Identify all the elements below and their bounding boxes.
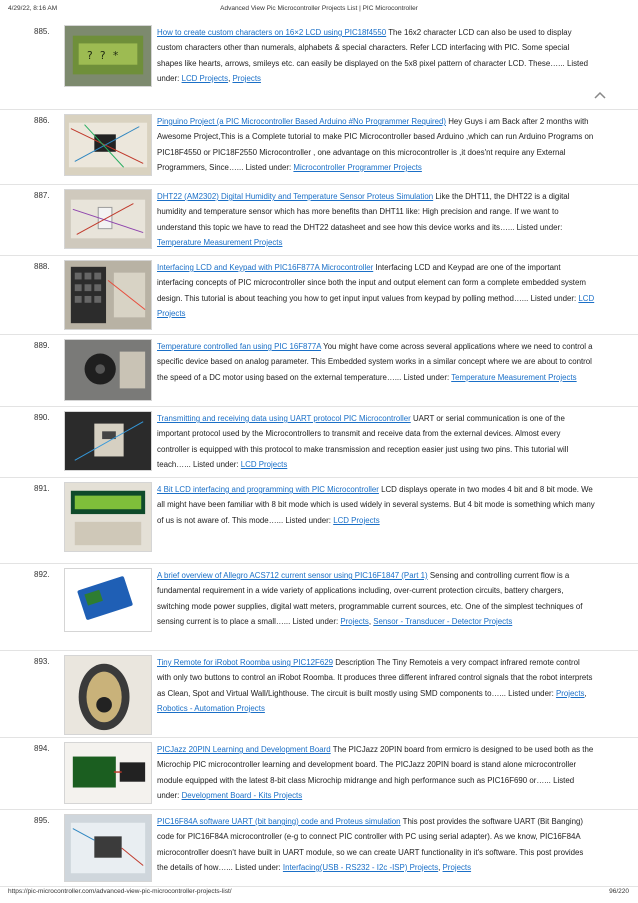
category-link[interactable]: LCD Projects <box>157 293 595 318</box>
item-description: LCD displays operate in two modes 4 bit and 8 bit mode. We all might have been familiar with 8 bit mode which is used widely in several systems. But 4 bit mode is something which many of us is not aware of. This mode…... <box>157 485 595 525</box>
item-number: 886. <box>34 116 50 125</box>
item-number: 894. <box>34 744 50 753</box>
project-thumbnail[interactable] <box>64 482 152 552</box>
listed-label: Listed under: <box>403 372 450 382</box>
item-text <box>157 189 595 250</box>
list-item <box>0 256 638 335</box>
item-number: 895. <box>34 816 50 825</box>
listed-label: Listed under: <box>245 162 292 172</box>
item-description: Like the DHT11, the DHT22 is a digital humidity and temperature sensor which has more benefits than DHT11 like: High precision and range. If we want to understand this topic we have to read the DHT22 datasheet and see how this device works and its…... <box>157 192 570 232</box>
item-number: 893. <box>34 657 50 666</box>
category-link[interactable]: Microcontroller Programmer Projects <box>293 162 422 172</box>
item-text <box>157 742 595 803</box>
item-title-link[interactable]: A brief overview of Allegro ACS712 current sensor using PIC16F1847 (Part 1) <box>157 571 428 580</box>
project-thumbnail[interactable] <box>64 339 152 401</box>
category-link[interactable]: Projects <box>442 862 472 872</box>
project-thumbnail[interactable] <box>64 260 152 330</box>
list-item <box>0 810 638 887</box>
category-link[interactable]: Development Board - Kits Projects <box>181 790 303 800</box>
item-title-link[interactable]: Interfacing LCD and Keypad with PIC16F877A Microcontroller <box>157 263 374 272</box>
item-text: How to create custom characters on 16×2 LCD using PIC18f4550 The 16x2 character LCD can also be used to display custom characters other than numerals, alphabets & special characters. Refer LCD interfacing with PIC. Some special shapes like hearts, arrows, smileys etc. can easily be displayed on the 5x8 pixel pattern of character LCD. These…... Listed under: LCD Projects, Projects <box>157 28 588 83</box>
category-link[interactable]: LCD Projects <box>333 515 380 525</box>
item-number: 885. <box>34 27 50 36</box>
listed-label: Listed under: <box>192 459 239 469</box>
listed-label: Listed under: <box>292 616 339 626</box>
item-number: 892. <box>34 570 50 579</box>
listed-label: Listed under: <box>508 688 554 698</box>
project-thumbnail[interactable] <box>64 742 152 804</box>
item-description: UART or serial communication is one of the important protocol used by the Microcontrollers to transmit and receive data from the external devices. Almost every controller is equipped with this protocol to make transmission and reception easier just using two pins. This tutorial will teach…... <box>157 414 569 469</box>
item-title-link[interactable]: 4 Bit LCD interfacing and programming with PIC Microcontroller <box>157 485 379 494</box>
project-thumbnail[interactable] <box>64 411 152 471</box>
item-title-link[interactable]: PIC16F84A software UART (bit banging) code and Proteus simulation <box>157 817 401 826</box>
project-thumbnail[interactable] <box>64 114 152 176</box>
item-text: PIC16F84A software UART (bit banging) code and Proteus simulation This post provides the software UART (Bit Banging) code for PIC16F84A microcontroller (e-g to connect PIC controller with PC using serial adapter). As we know, PIC16F84A microcontroller doesn't have built in UART module, so we can create UART functionality in it's software. This post provides the details of how…... Listed under: Interfacing(USB - RS232 - I2c -ISP) Projects, Projects <box>157 817 584 872</box>
project-thumbnail[interactable] <box>64 25 152 87</box>
print-header <box>0 0 638 18</box>
project-list <box>0 21 638 887</box>
list-item <box>0 335 638 407</box>
item-title-link[interactable]: DHT22 (AM2302) Digital Humidity and Temperature Sensor Proteus Simulation <box>157 192 434 201</box>
item-text <box>157 260 595 321</box>
item-title-link[interactable]: Transmitting and receiving data using UART protocol PIC Microcontroller <box>157 414 411 423</box>
item-text <box>157 339 595 385</box>
item-number: 887. <box>34 191 50 200</box>
item-number: 890. <box>34 413 50 422</box>
list-item <box>0 478 638 564</box>
item-number: 891. <box>34 484 50 493</box>
list-item <box>0 21 638 110</box>
category-link[interactable]: LCD Projects <box>240 459 288 469</box>
item-description: Sensing and controlling current flow is a fundamental requirement in a wide variety of applications including, over-current protection circuits, battery chargers, switching mode power supplies, digital watt meters, programmable current sources, etc. One of the simplest techniques of sensing current is to place a small…... <box>157 571 583 626</box>
category-link[interactable]: Temperature Measurement Projects <box>451 372 577 382</box>
category-link[interactable]: Sensor - Transducer - Detector Projects <box>373 616 513 626</box>
item-title-link[interactable]: PICJazz 20PIN Learning and Development Board <box>157 745 331 754</box>
item-title-link[interactable]: Pinguino Project (a PIC Microcontroller Based Arduino #No Programmer Required) <box>157 117 447 126</box>
item-description: The 16x2 character LCD can also be used to display custom characters other than numerals, alphabets & special characters. Refer LCD interfacing with PIC. Some special shapes like hearts, arrows, smileys etc. can easily be displayed on the 5x8 pixel pattern of character LCD. These…... <box>157 28 572 68</box>
item-title-link[interactable]: Temperature controlled fan using PIC 16F877A <box>157 342 322 351</box>
project-thumbnail[interactable] <box>64 655 152 735</box>
category-link[interactable]: Projects <box>340 616 369 626</box>
print-footer <box>0 885 638 903</box>
category-link[interactable]: Projects <box>555 688 585 698</box>
item-text: Tiny Remote for iRobot Roomba using PIC12F629 Description The Tiny Remoteis a very compact infrared remote control with only two buttons to control an iRobot Roomba. It produces three different infrared control signals that the robot interprets as Clean, Spot and Virtual Wall/Lighthouse. The circuit is built mostly using SMD components to…... Listed under: Projects, Robotics - Automation Projects <box>157 658 593 713</box>
item-title-link[interactable]: How to create custom characters on 16×2 LCD using PIC18f4550 <box>157 28 387 37</box>
chevron-up-icon[interactable] <box>594 90 606 100</box>
item-description: This post provides the software UART (Bit Banging) code for PIC16F84A microcontroller (e-g to connect PIC controller with PC using serial adapter). As we know, PIC16F84A microcontroller doesn't have built in UART module, so we can create UART functionality in it's software. This post provides the details of how…... <box>157 817 584 872</box>
page-url: https://pic-microcontroller.com/advanced-view-pic-microcontroller-projects-list/ <box>8 888 232 895</box>
item-description: The PICJazz 20PIN board from ermicro is designed to be used both as the Microchip PIC microcontroller learning and development board. The PICJazz 20PIN board is stand alone microcontroller module equipped with the latest 8-bit class Microchip midrange and high performance such as PIC16F690 or…... <box>157 745 594 785</box>
list-item <box>0 407 638 478</box>
list-item <box>0 738 638 810</box>
project-thumbnail[interactable] <box>64 568 152 632</box>
category-link[interactable]: Interfacing(USB - RS232 - I2c -ISP) Projects <box>282 862 439 872</box>
project-thumbnail[interactable] <box>64 189 152 249</box>
item-description: Interfacing LCD and Keypad are one of the important interfacing concepts of PIC microcontroller since both the input and output element can form a complete embedded system design. This tutorial is about teaching you how to get input input values from keypad by polling method…... <box>157 263 586 303</box>
project-thumbnail[interactable] <box>64 814 152 882</box>
item-text <box>157 482 595 528</box>
page-title: Advanced View Pic Microcontroller Projects List | PIC Microcontroller <box>220 5 418 12</box>
list-item <box>0 110 638 185</box>
page-number: 96/220 <box>609 888 629 895</box>
list-item <box>0 564 638 651</box>
item-number: 889. <box>34 341 50 350</box>
listed-label: Listed under: <box>530 293 577 303</box>
listed-label: Listed under: <box>235 862 281 872</box>
listed-label: Listed under: <box>157 775 575 800</box>
item-text <box>157 411 595 472</box>
category-link[interactable]: Temperature Measurement Projects <box>157 237 283 247</box>
item-number: 888. <box>34 262 50 271</box>
svg-text:? ? *: ? ? * <box>86 48 119 62</box>
item-text: A brief overview of Allegro ACS712 current sensor using PIC16F1847 (Part 1) Sensing and controlling current flow is a fundamental requirement in a wide variety of applications including, over-current protection circuits, battery chargers, switching mode power supplies, digital watt meters, programmable current sources, etc. One of the simplest techniques of sensing current is to place a small…... Listed under: Projects, Sensor - Transducer - Detector Projects <box>157 571 583 626</box>
item-description: Description The Tiny Remoteis a very compact infrared remote control with only two buttons to control an iRobot Roomba. It produces three different infrared control signals that the robot interprets as Clean, Spot and Virtual Wall/Lighthouse. The circuit is built mostly using SMD components to…... <box>157 658 593 698</box>
listed-label: Listed under: <box>285 515 331 525</box>
category-link[interactable]: LCD Projects <box>181 73 229 83</box>
listed-label: Listed under: <box>516 222 563 232</box>
listed-label: Listed under: <box>157 58 588 83</box>
item-description: Hey Guys i am Back after 2 months with Awesome Project,This is a Complete tutorial to make PIC Microcontroller based Arduino ,which can run Arduino Programs on PIC18F4550 or PIC18F2550 Microcontroller , one advantage on this microcontroller is ,it does'nt require any External Programmers, Since…... <box>157 117 594 172</box>
category-link[interactable]: Robotics - Automation Projects <box>157 703 265 713</box>
print-date: 4/29/22, 8:16 AM <box>8 5 58 12</box>
item-title-link[interactable]: Tiny Remote for iRobot Roomba using PIC12F629 <box>157 658 334 667</box>
category-link[interactable]: Projects <box>232 73 261 83</box>
list-item <box>0 651 638 738</box>
list-item <box>0 185 638 256</box>
item-text <box>157 114 595 175</box>
item-description: You might have come across several applications where we need to control a specific device based on analog parameter. This Embedded system works in a similar concept where we are about to control the speed of a DC motor using based on the external temperature…... <box>157 342 593 382</box>
